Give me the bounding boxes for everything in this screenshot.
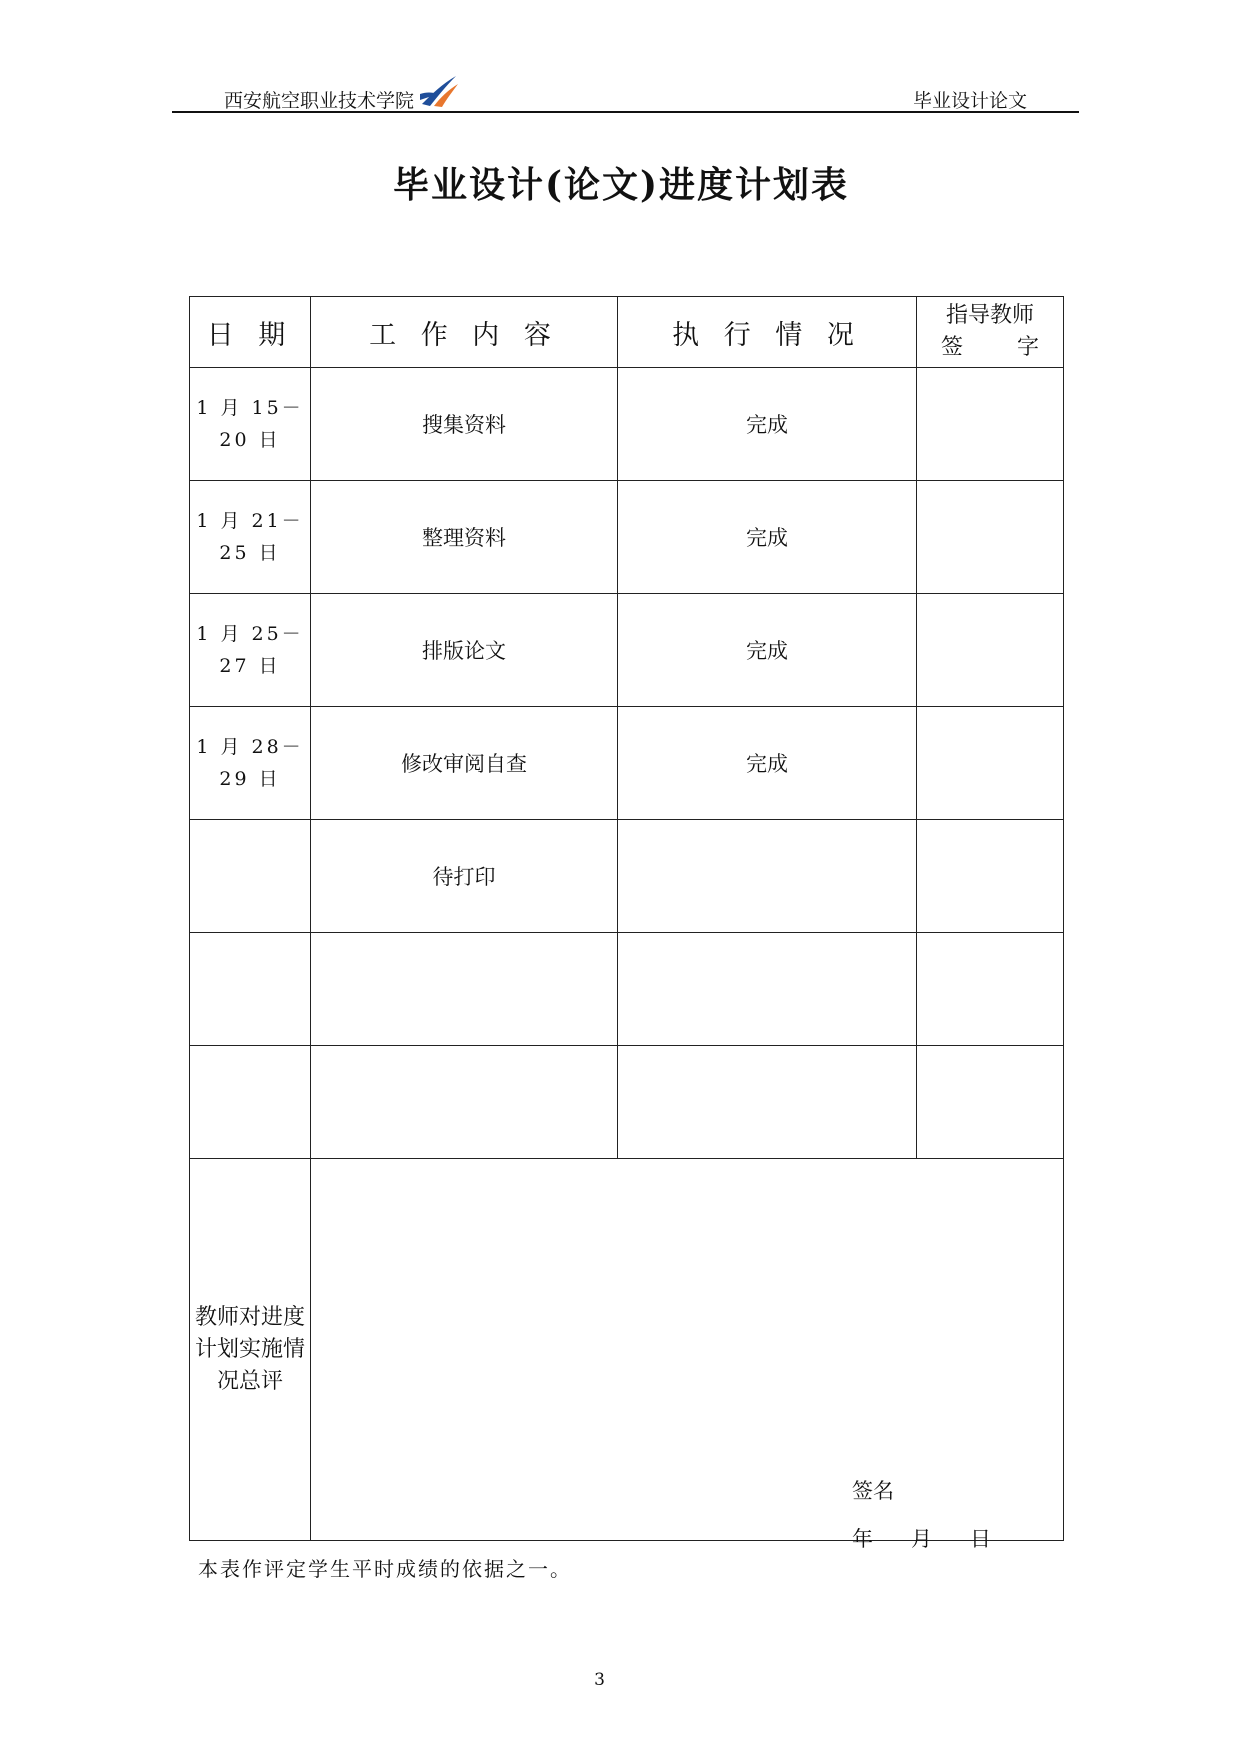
work-cell [311,1046,618,1159]
summary-comment-area [311,1159,1064,1551]
status-cell [618,820,917,933]
table-row [190,933,1064,1046]
advisor-label: 指导教师 [945,303,1034,328]
advisor-sign-cell [917,368,1064,481]
summary-row [190,1159,1064,1541]
advisor-sign-cell [917,707,1064,820]
progress-plan-table [189,296,1064,1551]
table-row [190,1046,1064,1159]
date-cell [190,933,311,1046]
school-logo-icon [418,74,460,108]
table-row [190,707,1064,820]
header-doc-type: 毕业设计论文 [912,90,1027,112]
school-name: 西安航空职业技术学院 [224,90,415,112]
table-row [190,368,1064,481]
work-cell [311,933,618,1046]
column-header-work: 工 作 内 容 [311,297,618,368]
status-cell [618,1046,917,1159]
work-cell: 修改审阅自查 [311,707,618,820]
page-title: 毕业设计(论文)进度计划表 [392,164,850,206]
date-cell [190,1046,311,1159]
signature-label: 签 字 [941,335,1039,360]
table-row [190,594,1064,707]
date-cell: 1 月 15－ 20 日 [190,368,311,481]
status-cell: 完成 [618,368,917,481]
signature-name-label: 签名 [852,1479,894,1503]
date-cell: 1 月 25－ 27 日 [190,594,311,707]
date-cell [190,820,311,933]
column-header-status: 执 行 情 况 [618,297,917,368]
advisor-sign-cell [917,1046,1064,1159]
table-footnote: 本表作评定学生平时成绩的依据之一。 [198,1557,572,1581]
advisor-sign-cell [917,481,1064,594]
advisor-sign-cell [917,594,1064,707]
summary-label: 教师对进度计划实施情况总评 [190,1159,311,1541]
work-cell: 排版论文 [311,594,618,707]
advisor-sign-cell [917,933,1064,1046]
status-cell: 完成 [618,707,917,820]
table-row [190,820,1064,933]
year-label: 年 [852,1527,873,1551]
month-label: 月 [911,1527,932,1551]
column-header-date: 日 期 [190,297,311,368]
day-label: 日 [970,1527,991,1551]
status-cell: 完成 [618,481,917,594]
column-header-advisor-signature [917,297,1064,368]
work-cell: 整理资料 [311,481,618,594]
signature-date-line [852,1523,991,1553]
table-header-row [190,297,1064,368]
date-cell: 1 月 28－ 29 日 [190,707,311,820]
work-cell: 搜集资料 [311,368,618,481]
status-cell [618,933,917,1046]
date-cell: 1 月 21－ 25 日 [190,481,311,594]
page-number: 3 [594,1670,605,1690]
work-cell: 待打印 [311,820,618,933]
advisor-sign-cell [917,820,1064,933]
header-divider [172,111,1079,113]
table-row [190,481,1064,594]
status-cell: 完成 [618,594,917,707]
